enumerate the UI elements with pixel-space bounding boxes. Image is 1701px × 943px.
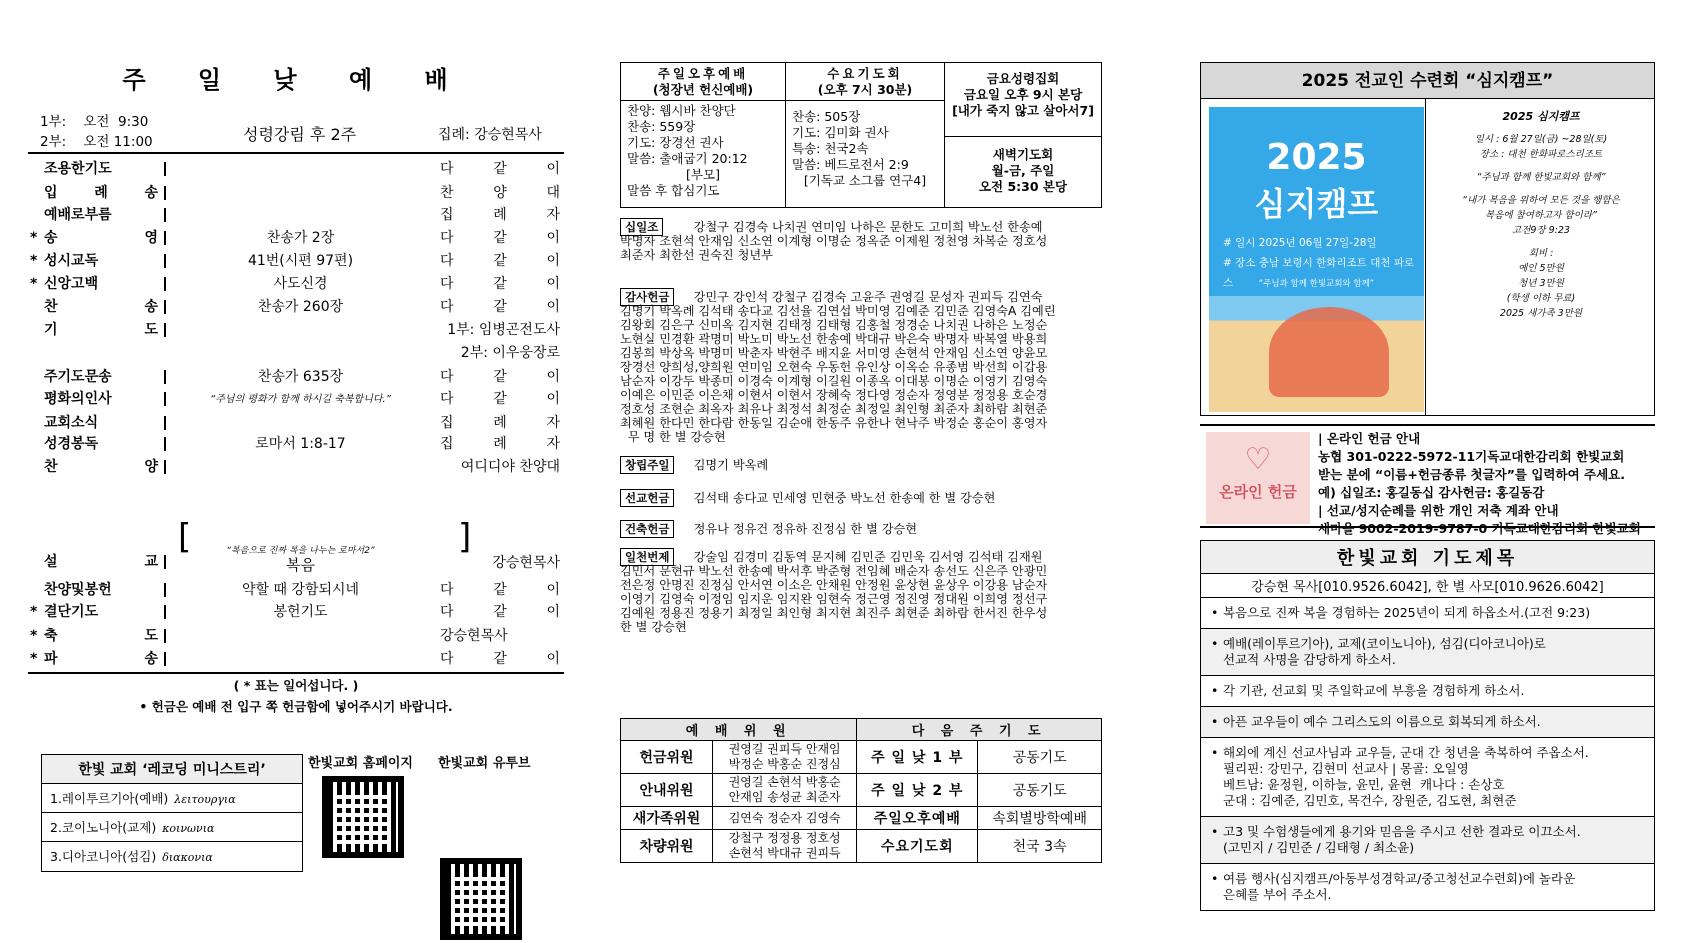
offering-names: 강술임 김경미 김동역 문지혜 김민준 김민욱 김서영 김석태 김재원 김민서 문현규 박노선 한송예 박서후 박준형 전임혜 배순자 송선도 신은주 안광민 전은정 안명진 진정심 안서연 이소은 안채원 안정원 윤상현 윤상우 이강용 남순자 이영기 김영숙 이정임 임지운 임지완 임현숙 정근영 정진영 정대원 이희영 정선구 김예원 정용진 정용기 최정일 최인형 최지현 최진주 최현준 최하람 한서진 한우성 한 별 강승현 bbox=[620, 550, 1048, 634]
order-item-content: 봉헌기도 bbox=[273, 604, 328, 620]
offering-names: 김명기 박옥례 bbox=[682, 458, 769, 472]
youtube-qr-code[interactable] bbox=[440, 858, 522, 940]
order-row bbox=[28, 342, 564, 365]
afternoon-hymn: 찬송: 559장 bbox=[627, 119, 696, 134]
committee-names: 강철구 정정용 정호성 손현석 박대규 권피득 bbox=[713, 830, 857, 863]
recording-greek: διακονια bbox=[162, 851, 213, 864]
divider bbox=[1425, 99, 1426, 416]
prayer-item: • 각 기관, 선교회 및 주일학교에 부흥을 경험하게 하소서. bbox=[1201, 676, 1654, 707]
order-row bbox=[28, 579, 564, 602]
recording-item bbox=[42, 842, 302, 871]
recording-label: 2.코이노니아(교제) bbox=[50, 820, 157, 835]
wednesday-study: [기독교 소그룹 연구4] bbox=[803, 173, 927, 188]
committee-role: 안내위원 bbox=[621, 774, 713, 807]
recording-title: 한빛 교회 ‘레코딩 미니스트리’ bbox=[42, 755, 302, 784]
order-row bbox=[28, 182, 564, 205]
camp-note-line: 회비 : bbox=[1528, 248, 1554, 259]
order-item-name: 송 영 bbox=[28, 231, 166, 245]
order-item-person: 다 같 이 bbox=[440, 391, 560, 407]
homepage-label: 한빛교회 홈페이지 bbox=[308, 756, 413, 771]
wednesday-time: (오후 7시 30분) bbox=[817, 82, 913, 97]
camp-note-line: 예인 5만원 bbox=[1518, 263, 1564, 274]
poster-year: 2025 bbox=[1266, 137, 1367, 178]
sermon-row bbox=[28, 517, 564, 584]
online-line: 받는 분에 “이름+헌금종류 첫글자”를 입력하여 주세요. bbox=[1318, 467, 1625, 482]
committee-role: 새가족위원 bbox=[621, 807, 713, 830]
order-item-person: 다 같 이 bbox=[440, 276, 560, 292]
order-row bbox=[28, 388, 564, 411]
order-item-content: 약할 때 강함되시네 bbox=[241, 582, 360, 598]
committee-role: 차량위원 bbox=[621, 830, 713, 863]
friday-theme: [내가 죽지 않고 살아서7] bbox=[952, 103, 1094, 118]
offering-label: 창립주일 bbox=[620, 456, 674, 474]
recording-label: 1.레이투르기아(예배) bbox=[50, 791, 169, 806]
order-item-person: 다 같 이 bbox=[440, 369, 560, 385]
order-item-person: 다 같 이 bbox=[440, 582, 560, 598]
camp-note-line: 복음에 참여하고자 함이라” bbox=[1485, 210, 1597, 221]
order-item-content: 사도신경 bbox=[273, 276, 328, 292]
order-item-person: 강승현목사 bbox=[440, 628, 508, 644]
afternoon-sermon-title: [부모] bbox=[686, 167, 720, 182]
afternoon-title: 주일오후예배 bbox=[657, 66, 749, 81]
order-item-name: 주기도문송 bbox=[28, 370, 166, 384]
stand-note: ( * 표는 일어섭니다. ) bbox=[233, 678, 359, 693]
online-offering-label: 온라인 헌금 bbox=[1219, 483, 1297, 501]
order-item-content: 찬송가 635장 bbox=[257, 369, 344, 385]
camp-note-line: 2025 심지캠프 bbox=[1502, 110, 1580, 123]
dawn-service-box bbox=[944, 136, 1102, 208]
order-item-name: 조용한기도 bbox=[28, 162, 166, 176]
stand-marker: * bbox=[30, 604, 38, 620]
order-item-name: 기 도 bbox=[28, 323, 166, 337]
stand-marker: * bbox=[30, 628, 38, 644]
order-item-name: 입 례 송 bbox=[28, 186, 166, 200]
next-prayer: 공동기도 bbox=[978, 774, 1102, 807]
order-item-name: 설 교 bbox=[28, 555, 166, 569]
prayer-title: 한빛교회 기도제목 bbox=[1201, 541, 1654, 574]
camp-header: 2025 전교인 수련회 “심지캠프” bbox=[1201, 63, 1654, 99]
prayer-item: • 복음으로 진짜 복을 경험하는 2025년이 되게 하옵소서.(고전 9:23) bbox=[1201, 598, 1654, 629]
afternoon-praise: 찬양: 웹시바 찬양단 bbox=[627, 103, 736, 118]
committee-role: 헌금위원 bbox=[621, 741, 713, 774]
order-item-person: 집 례 자 bbox=[440, 415, 560, 431]
prayer-item: • 해외에 계신 선교사님과 교우들, 군대 간 청년을 축복하여 주옵소서. 필리핀: 강민구, 김현미 선교사 | 몽골: 오일영 베트남: 윤정원, 이하늘, 윤민, 윤현 캐나다 : 손상호 군대 : 김예준, 김민호, 목건수, 장원준, 김도현, 최현준 bbox=[1201, 738, 1654, 817]
afternoon-sermon: 말씀: 출애굽기 20:12 bbox=[627, 151, 748, 166]
order-item-name: 예배로부름 bbox=[28, 208, 166, 222]
committee-names: 권영길 권피득 안재임 박정순 박홍순 진정심 bbox=[713, 741, 857, 774]
order-item-person: 다 같 이 bbox=[440, 604, 560, 620]
stand-marker: * bbox=[30, 651, 38, 667]
heart-icon: ♡ bbox=[1244, 442, 1272, 477]
afternoon-prayer: 기도: 장경선 권사 bbox=[627, 135, 724, 150]
order-item-person: 다 같 이 bbox=[440, 161, 560, 177]
order-item-person: 강승현목사 bbox=[492, 555, 560, 571]
order-item-name: 교회소식 bbox=[28, 416, 166, 430]
order-item-name: 성경봉독 bbox=[28, 437, 166, 451]
stand-marker: * bbox=[30, 276, 38, 292]
order-item-person: 여디디야 찬양대 bbox=[460, 459, 560, 475]
order-item-person: 2부: 이우웅장로 bbox=[460, 345, 560, 361]
online-line: 예) 십일조: 홍길동십 감사헌금: 홍길동감 bbox=[1318, 485, 1545, 500]
committee-row bbox=[621, 774, 1102, 807]
next-prayer-header: 다 음 주 기 도 bbox=[857, 719, 1102, 741]
camp-note-line: 장소 : 대천 한화파로스리조트 bbox=[1479, 149, 1603, 160]
order-item-person: 집 례 자 bbox=[440, 207, 560, 223]
order-row bbox=[28, 648, 564, 671]
time-1: 1부: 오전 9:30 bbox=[40, 114, 149, 130]
wednesday-hymn: 찬송: 505장 bbox=[792, 109, 861, 124]
bracket-left: [ bbox=[178, 517, 192, 557]
order-row bbox=[28, 319, 564, 342]
prayer-item: • 아픈 교우들이 예수 그리스도의 이름으로 회복되게 하소서. bbox=[1201, 707, 1654, 738]
next-prayer: 공동기도 bbox=[978, 741, 1102, 774]
stand-marker: * bbox=[30, 230, 38, 246]
camp-note-line: 청년 3만원 bbox=[1518, 278, 1564, 289]
order-item-name: 결단기도 bbox=[28, 605, 166, 619]
order-item-name: 파 송 bbox=[28, 652, 166, 666]
committee-row bbox=[621, 830, 1102, 863]
people-illustration bbox=[1269, 307, 1389, 397]
order-row bbox=[28, 250, 564, 273]
time-2: 2부: 오전 11:00 bbox=[40, 134, 153, 150]
recording-ministry-box bbox=[41, 754, 303, 872]
prayer-box bbox=[1200, 540, 1655, 911]
dawn-days: 월-금, 주일 bbox=[991, 163, 1055, 178]
camp-note-line: 일시 : 6월 27일(금) ~28일(토) bbox=[1474, 134, 1608, 145]
order-item-person: 찬 양 대 bbox=[440, 185, 560, 201]
online-offering-icon bbox=[1206, 432, 1310, 524]
order-item-name: 신앙고백 bbox=[28, 277, 166, 291]
order-item-name: 찬양및봉헌 bbox=[28, 583, 166, 597]
committee-row bbox=[621, 741, 1102, 774]
order-item-name: 평화의인사 bbox=[28, 392, 166, 406]
order-row bbox=[28, 204, 564, 227]
camp-handwritten-notes bbox=[1433, 109, 1649, 321]
offering-label: 선교헌금 bbox=[620, 489, 674, 507]
sermon-subtitle: “복음으로 진짜 복을 나누는 로마서2” bbox=[226, 546, 375, 556]
homepage-qr-code[interactable] bbox=[322, 776, 404, 858]
offering-label: 일천번제 bbox=[620, 548, 674, 566]
prayer-contact: 강승현 목사[010.9526.6042], 한 별 사모[010.9626.6042] bbox=[1201, 574, 1654, 598]
committee-names: 권영길 손현석 박홍순 안재임 송성균 최준자 bbox=[713, 774, 857, 807]
camp-box bbox=[1200, 62, 1655, 416]
order-row bbox=[28, 158, 564, 181]
camp-note-line bbox=[1433, 124, 1649, 132]
worship-title: 주 일 낮 예 배 bbox=[122, 66, 470, 94]
order-row bbox=[28, 296, 564, 319]
recording-greek: κοινωνια bbox=[162, 822, 215, 835]
order-item-person: 다 같 이 bbox=[440, 230, 560, 246]
order-item-person: 다 같 이 bbox=[440, 253, 560, 269]
friday-time: 금요일 오후 9시 본당 bbox=[963, 87, 1083, 102]
offering-label: 건축헌금 bbox=[620, 520, 674, 538]
order-item-person: 다 같 이 bbox=[440, 299, 560, 315]
poster-date: # 일시 2025년 06월 27일-28일 bbox=[1223, 237, 1377, 249]
order-item-name: 찬 송 bbox=[28, 300, 166, 314]
liturgical-week: 성령강림 후 2주 bbox=[243, 125, 357, 144]
afternoon-service-box bbox=[620, 62, 786, 208]
online-line: | 선교/성지순례를 위한 개인 저축 계좌 안내 bbox=[1318, 503, 1559, 518]
youtube-label: 한빛교회 유투브 bbox=[438, 756, 531, 771]
next-service: 주 일 낮 1 부 bbox=[857, 741, 978, 774]
committee-row bbox=[621, 807, 1102, 830]
stand-marker: * bbox=[30, 253, 38, 269]
online-line: 농협 301-0222-5972-11기독교대한감리회 한빛교회 bbox=[1318, 449, 1625, 464]
recording-item bbox=[42, 784, 302, 813]
next-service: 수요기도회 bbox=[857, 830, 978, 863]
order-bottom-rule bbox=[28, 672, 564, 674]
recording-greek: λειτουργια bbox=[174, 793, 236, 806]
wednesday-service-box bbox=[785, 62, 945, 208]
order-item-content: 찬송가 2장 bbox=[266, 230, 335, 246]
camp-note-line: “내가 복음을 위하여 모든 것을 행함은 bbox=[1462, 195, 1620, 206]
camp-note-line: 고전9장 9:23 bbox=[1512, 225, 1570, 236]
bracket-right: ] bbox=[458, 517, 472, 557]
order-row bbox=[28, 412, 564, 435]
prayer-item: • 예배(레이투르기아), 교제(코이노니아), 섬김(디아코니아)로 선교적 사명을 감당하게 하소서. bbox=[1201, 629, 1654, 676]
poster-place: # 장소 충남 보령시 한화리조트 대천 파로스 bbox=[1223, 257, 1415, 289]
offering-names: 김석태 송다교 민세영 민현중 박노선 한송예 한 별 강승현 bbox=[682, 491, 996, 505]
committee-header: 예 배 위 원 bbox=[621, 719, 857, 741]
order-row bbox=[28, 227, 564, 250]
order-item-person: 1부: 임병곤전도사 bbox=[447, 322, 560, 338]
order-item-content: 41번(시편 97편) bbox=[247, 253, 354, 269]
order-row bbox=[28, 601, 564, 624]
offering-names: 강철구 김경숙 나치권 연미임 나하은 문한도 고미희 박노선 한송예 박명자 조현석 안재임 신소연 이계형 이명순 정옥준 이제원 정천영 차복순 정호성 최준자 최한선 권숙진 청년부 bbox=[620, 220, 1048, 262]
prayer-item: • 고3 및 수험생들에게 용기와 믿음을 주시고 선한 결과로 이끄소서. (고민지 / 김민준 / 김태형 / 최소윤) bbox=[1201, 817, 1654, 864]
prayer-item: • 여름 행사(심지캠프/아동부성경학교/중고청선교수련회)에 놀라운 은혜를 부어 주소서. bbox=[1201, 864, 1654, 910]
order-top-rule bbox=[28, 152, 564, 154]
online-line: 새마을 9002-2019-9787-0 기독교대한감리회 한빛교회 bbox=[1318, 521, 1641, 536]
online-offering-text bbox=[1318, 430, 1641, 538]
dawn-title: 새벽기도회 bbox=[992, 147, 1054, 162]
dawn-time: 오전 5:30 본당 bbox=[978, 179, 1068, 194]
next-service: 주 일 낮 2 부 bbox=[857, 774, 978, 807]
order-item-name: 성시교독 bbox=[28, 254, 166, 268]
offering-label: 감사헌금 bbox=[620, 288, 674, 306]
wednesday-title: 수요기도회 bbox=[827, 66, 903, 81]
online-offering-box bbox=[1200, 424, 1655, 536]
order-item-content: 로마서 1:8-17 bbox=[255, 436, 346, 452]
camp-note-line bbox=[1433, 185, 1649, 193]
camp-note-line bbox=[1433, 238, 1649, 246]
sermon-title: 복음 bbox=[286, 556, 315, 574]
camp-poster bbox=[1209, 107, 1424, 412]
recording-label: 3.디아코니아(섬김) bbox=[50, 849, 157, 864]
camp-note-line: 2025 새가족 3만원 bbox=[1499, 308, 1583, 319]
wednesday-sermon: 말씀: 베드로전서 2:9 bbox=[792, 157, 909, 172]
friday-title: 금요성령집회 bbox=[986, 71, 1060, 86]
order-item-name: 찬 양 bbox=[28, 460, 166, 474]
committee-names: 김연숙 정순자 김영숙 bbox=[713, 807, 857, 830]
next-prayer: 속회별방학예배 bbox=[978, 807, 1102, 830]
order-row bbox=[28, 273, 564, 296]
order-row bbox=[28, 456, 564, 479]
service-times bbox=[40, 112, 153, 152]
camp-note-line: “주님과 함께 한빛교회와 함께” bbox=[1476, 172, 1606, 183]
offering-note: • 헌금은 예배 전 입구 쪽 헌금함에 넣어주시기 바랍니다. bbox=[139, 699, 453, 714]
recording-item bbox=[42, 813, 302, 842]
service-leader: 집례: 강승현목사 bbox=[438, 127, 542, 143]
worship-column bbox=[28, 0, 564, 864]
order-item-content: 찬송가 260장 bbox=[257, 299, 344, 315]
wednesday-prayer: 기도: 김미화 권사 bbox=[792, 125, 889, 140]
afternoon-closing: 말씀 후 합심기도 bbox=[627, 183, 720, 198]
committee-table bbox=[620, 718, 1102, 863]
wednesday-special: 특송: 천국2속 bbox=[792, 141, 869, 156]
order-row bbox=[28, 433, 564, 456]
order-item-content: “주님의 평화가 함께 하시길 축복합니다.” bbox=[210, 394, 391, 405]
order-item-person: 다 같 이 bbox=[440, 651, 560, 667]
offering-names: 정유나 정유건 정유하 진정심 한 별 강승현 bbox=[682, 522, 918, 536]
poster-tagline: “주님과 함께 한빛교회와 함께” bbox=[1258, 279, 1375, 289]
order-item-person: 집 례 자 bbox=[440, 436, 560, 452]
friday-service-box bbox=[944, 62, 1102, 137]
offering-names: 강민구 강인석 강철구 김경숙 고윤주 권영길 문성자 권피득 김연숙 김명기 박옥례 김석태 송다교 김선율 김연섭 박미영 김예준 김민준 김영숙A 김예린 김왕회 김은구 신미옥 김지현 김태정 김태형 김홍철 정경순 나치권 나하은 노정순 노현실 민경환 곽명미 박노미 박노선 한송예 박대규 박은숙 박명자 박복열 박용희 김봉희 박상옥 박명미 박춘자 박현주 배지윤 서미영 손현석 안재임 신소연 양윤모 장경선 양희성,양희원 연미임 오현숙 우동헌 유인상 이옥순 유종범 박선희 이갑용 남순자 이강두 박종미 이경숙 이계형 이길원 이종옥 이대봉 이명순 이영기 김영숙 이예은 이민준 이은채 이현서 이현서 장혜숙 정다영 정순자 정영분 정정용 호순경 정호성 조현순 최옥자 최유나 최정석 최정순 최정일 최인형 최준자 최하람 최현준 최혜원 한다민 한다람 한동일 김순애 한동주 유한나 현낙주 박정순 홍순이 홍영자 무 명 한 별 강승현 bbox=[620, 290, 1056, 444]
order-row bbox=[28, 625, 564, 648]
order-item-name: 축 도 bbox=[28, 629, 166, 643]
next-prayer: 천국 3속 bbox=[978, 830, 1102, 863]
afternoon-sub: (청장년 헌신예배) bbox=[652, 82, 754, 97]
poster-name: 심지캠프 bbox=[1254, 185, 1379, 223]
order-row bbox=[28, 366, 564, 389]
camp-note-line: (학생 이하 무료) bbox=[1506, 293, 1576, 304]
offering-label: 십일조 bbox=[620, 218, 663, 236]
next-service: 주일오후예배 bbox=[857, 807, 978, 830]
camp-note-line bbox=[1433, 162, 1649, 170]
online-line: | 온라인 헌금 안내 bbox=[1318, 431, 1421, 446]
